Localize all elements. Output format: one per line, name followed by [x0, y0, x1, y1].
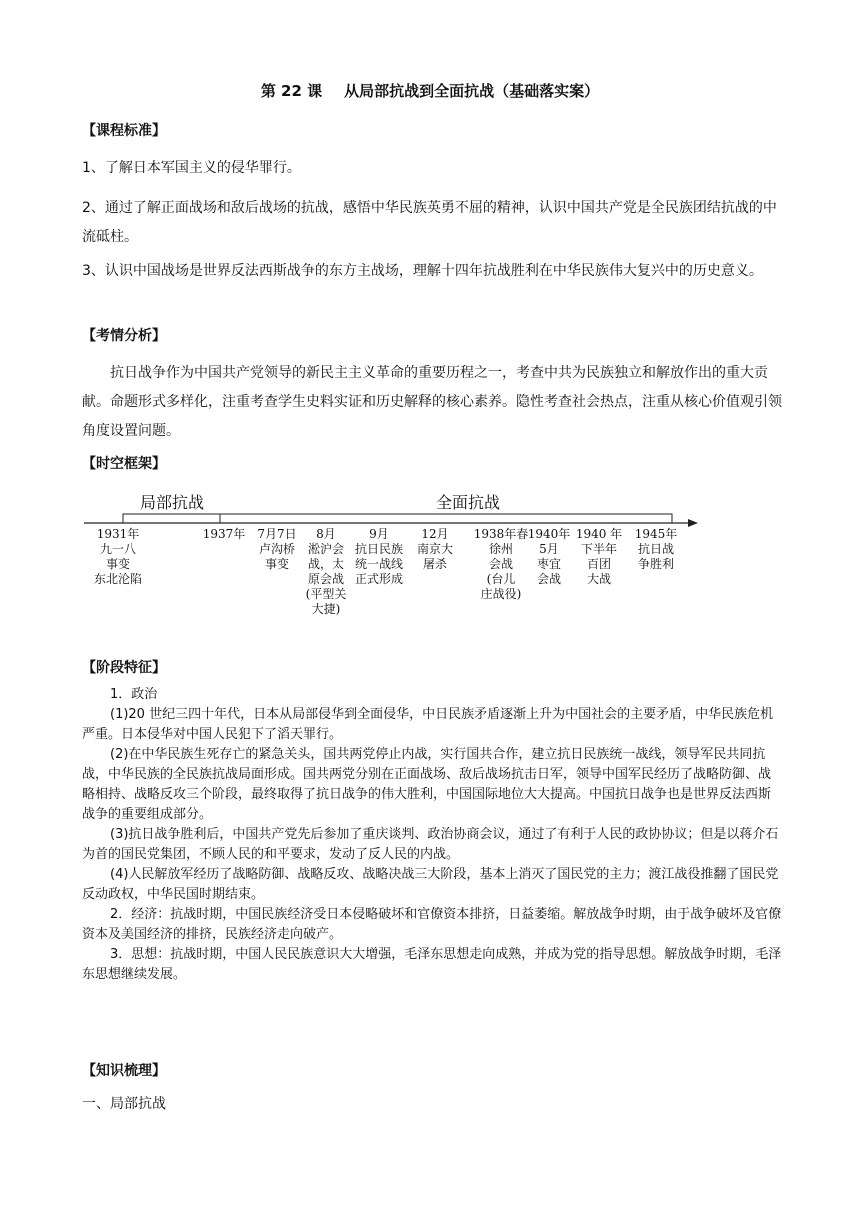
timeline-event-date: 9月	[369, 527, 389, 541]
politics-point-4: (4)人民解放军经历了战略防御、战略反攻、战略决战三大阶段，基本上消灭了国民党的主力；渡江战役推翻了国民党反动政权，中华民国时期结束。	[82, 867, 779, 902]
standard-item-2: 2、通过了解正面战场和敌后战场的抗战，感悟中华民族英勇不屈的精神，认识中国共产党是全民族团结抗战的中流砥柱。	[82, 200, 777, 245]
phase-label-full: 全面抗战	[435, 493, 501, 512]
lesson-name: 从局部抗战到全面抗战（基础落实案）	[344, 82, 600, 100]
timeline-event-date: 1940 年	[575, 527, 623, 541]
heading-time-space-framework: 【时空框架】	[82, 456, 166, 472]
timeline-event-text: 百团	[586, 557, 612, 571]
standard-item-1: 1、了解日本军国主义的侵华罪行。	[82, 160, 301, 176]
timeline-event-date: 1938年春	[473, 527, 529, 541]
politics-point-3: (3)抗日战争胜利后，中国共产党先后参加了重庆谈判、政治协商会议，通过了有利于人民的政协协议；但是以蒋介石为首的国民党集团，不顾人民的和平要求，发动了反人民的内战。	[82, 827, 779, 862]
politics-point-1: (1)20 世纪三四十年代，日本从局部侵华到全面侵华，中日民族矛盾逐渐上升为中国社会的主要矛盾，中华民族危机严重。日本侵华对中国人民犯下了滔天罪行。	[82, 707, 774, 742]
timeline-event-date: 12月	[421, 527, 449, 541]
timeline-event-text: 东北沦陷	[93, 572, 143, 586]
timeline-event-text: 会战	[488, 557, 514, 571]
timeline-event-text: 九一八	[99, 542, 137, 556]
timeline-event-text: 抗日战	[637, 542, 675, 556]
timeline-event-text: 南京大	[416, 542, 454, 556]
timeline-event-text: 战，太	[307, 557, 345, 571]
timeline-event-text: 会战	[536, 572, 562, 586]
timeline-event-date: 1940年	[527, 527, 571, 541]
timeline-event-text: 抗日民族	[354, 542, 404, 556]
heading-course-standard: 【课程标准】	[82, 123, 166, 139]
timeline-event-text: 大战	[586, 572, 612, 586]
timeline-event-text: 淞沪会	[307, 542, 345, 556]
heading-stage-features: 【阶段特征】	[82, 660, 166, 676]
timeline-event-date: 7月7日	[257, 527, 297, 541]
timeline-event-text: 正式形成	[354, 572, 404, 586]
politics-title: 1．政治	[110, 687, 158, 702]
knowledge-item-partial-war: 一、局部抗战	[82, 1096, 166, 1112]
timeline-diagram	[80, 490, 720, 640]
timeline-event-date: 1937年	[202, 527, 246, 541]
heading-exam-analysis: 【考情分析】	[82, 328, 166, 344]
stage-features-body	[82, 685, 782, 985]
timeline-event-text: (平型关	[305, 587, 347, 601]
thought-point: 3．思想：抗战时期，中国人民民族意识大大增强，毛泽东思想走向成熟，并成为党的指导思想。解放战争时期，毛泽东思想继续发展。	[82, 947, 782, 982]
page-title	[0, 80, 860, 101]
timeline-event-text: 原会战	[307, 572, 345, 586]
timeline-event-text: 大捷)	[311, 602, 341, 616]
timeline-event-date: 1945年	[634, 527, 678, 541]
timeline-event-text: 事变	[105, 557, 131, 571]
timeline-event-text: 卢沟桥	[258, 542, 296, 556]
timeline-event-text: 争胜利	[637, 557, 675, 571]
timeline-event-date: 1931年	[96, 527, 140, 541]
timeline-event-text: (台儿	[486, 572, 516, 586]
timeline-event-text: 事变	[264, 557, 290, 571]
lesson-number: 第 22 课	[260, 82, 323, 100]
timeline-event-text: 枣宜	[536, 557, 562, 571]
standard-item-3: 3、认识中国战场是世界反法西斯战争的东方主战场，理解十四年抗战胜利在中华民族伟大复兴中的历史意义。	[82, 263, 763, 279]
phase-label-partial: 局部抗战	[139, 493, 205, 512]
politics-point-2: (2)在中华民族生死存亡的紧急关头，国共两党停止内战，实行国共合作，建立抗日民族统一战线，领导军民共同抗战，中华民族的全民族抗战局面形成。国共两党分别在正面战场、敌后战场抗击日军，领导中国军民经历了战略防御、战略相持、战略反攻三个阶段，最终取得了抗日战争的伟大胜利，中国国际地位大大提高。中国抗日战争也是世界反法西斯战争的重要组成部分。	[82, 747, 772, 822]
heading-knowledge-review: 【知识梳理】	[82, 1063, 166, 1079]
exam-analysis-text: 抗日战争作为中国共产党领导的新民主主义革命的重要历程之一，考查中共为民族独立和解放作出的重大贡献。命题形式多样化，注重考查学生史料实证和历史解释的核心素养。隐性考查社会热点，注重从核心价值观引领角度设置问题。	[82, 365, 782, 439]
timeline-event-date: 8月	[316, 527, 336, 541]
timeline-event-text: 徐州	[488, 542, 514, 556]
timeline-event-text: 庄战役)	[480, 587, 522, 601]
timeline-event-text: 下半年	[580, 542, 618, 556]
timeline-event-text: 5月	[539, 542, 559, 556]
timeline-event-text: 统一战线	[354, 557, 404, 571]
economy-point: 2．经济：抗战时期，中国民族经济受日本侵略破坏和官僚资本排挤，日益萎缩。解放战争时期，由于战争破坏及官僚资本及美国经济的排挤，民族经济走向破产。	[82, 907, 782, 942]
timeline-event-text: 屠杀	[422, 557, 448, 571]
